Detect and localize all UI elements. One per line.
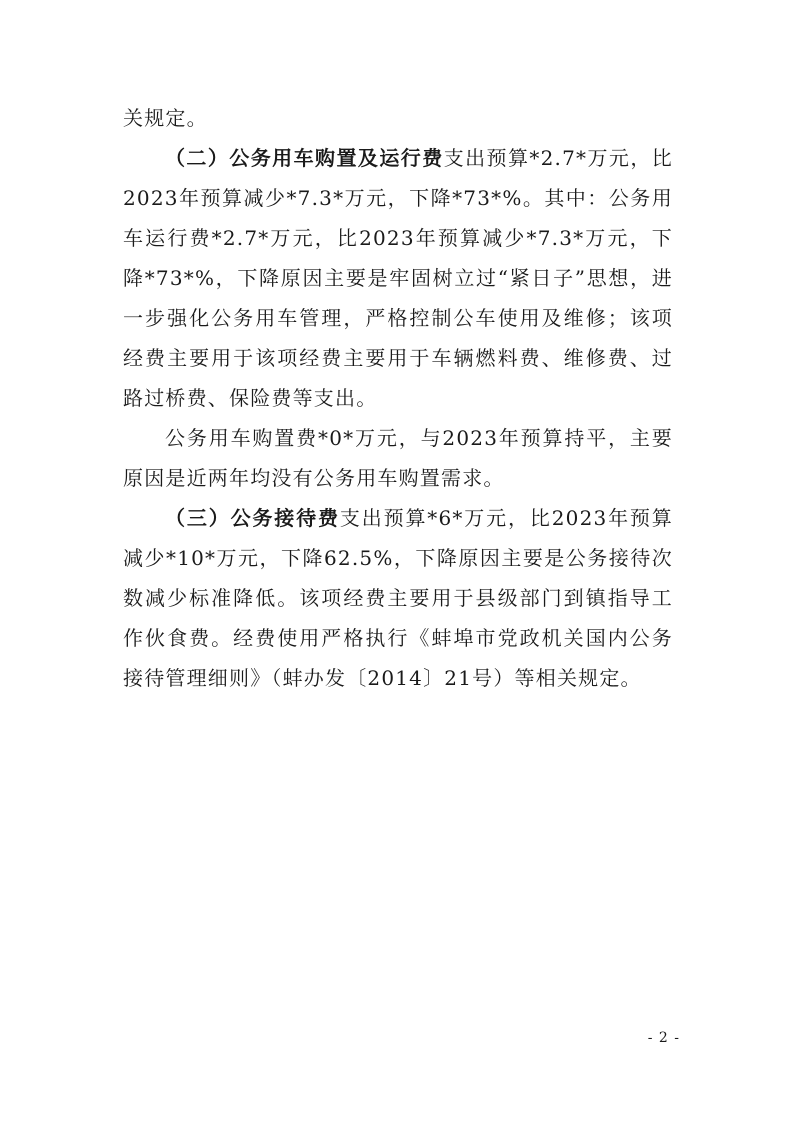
paragraph-vehicle-purchase xyxy=(123,418,673,498)
paragraph-text: 公务用车购置费*0*万元，与2023年预算持平，主要原因是近两年均没有公务用车购置需求。 xyxy=(123,426,673,490)
paragraph-text: 支出预算*2.7*万元，比2023年预算减少*7.3*万元，下降*73*%。其中：公务用车运行费*2.7*万元，比2023年预算减少*7.3*万元，下降*73*%，下降原因主要是牢固树立过“紧日子”思想，进一步强化公务用车管理，严格控制公车使用及维修；该项经费主要用于该项经费主要用于车辆燃料费、维修费、过路过桥费、保险费等支出。 xyxy=(123,146,673,410)
paragraph-continuation xyxy=(123,98,673,138)
document-body xyxy=(123,98,673,698)
section-heading-reception: （三）公务接待费 xyxy=(165,506,340,530)
page-number: - 2 - xyxy=(647,1030,680,1046)
paragraph-reception-expense xyxy=(123,498,673,698)
section-heading-vehicle: （二）公务用车购置及运行费 xyxy=(165,146,444,170)
paragraph-vehicle-expense xyxy=(123,138,673,418)
paragraph-text: 支出预算*6*万元，比2023年预算减少*10*万元，下降62.5%，下降原因主要是公务接待次数减少标准降低。该项经费主要用于县级部门到镇指导工作伙食费。经费使用严格执行《蚌埠市党政机关国内公务接待管理细则》（蚌办发〔2014〕21号）等相关规定。 xyxy=(123,506,673,690)
paragraph-text: 关规定。 xyxy=(123,106,208,130)
